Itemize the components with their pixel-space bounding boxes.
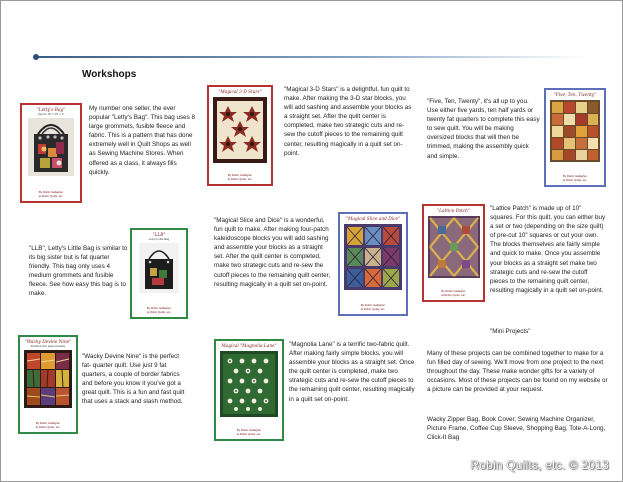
desc-five-ten-twenty: "Five, Ten, Twenty", it's all up to you. Use either five yards, ten half yards or twenty fat quarters to complete this easy to sew quilt. You will be making oversized blocks that will then be trimmed, making the assembly quick and simple. <box>427 98 540 160</box>
desc-llb: "LLB", Letty's Little Bag is similar to its big sister but is fat quarter friendly. This bag only uses 4 medium grommets and fusible fleece. See how easy this bag is to make. <box>29 245 128 298</box>
mini-projects-body: Many of these projects can be combined together to make for a fun filled day of sewing. We'll move from one project to the next throughout the day. These make wonder gifts for a variety of occasions. Most of these projects can be found on my website or a picture can be provided at your request. <box>427 350 608 394</box>
card-llb <box>130 228 188 319</box>
lattice-quilt-photo-icon <box>428 216 480 278</box>
card-title: "Letty's Bag" <box>36 108 66 113</box>
card-subtitle: Finished size approximately <box>30 344 66 348</box>
card-five-ten-twenty <box>544 88 606 187</box>
star-quilt-photo-icon <box>213 97 267 163</box>
card-footer: By Robin Gallagher at Robin Quilts, etc. <box>441 289 466 297</box>
card-magnolia-lane <box>214 339 284 441</box>
patchwork-quilt-photo-icon <box>550 100 600 162</box>
card-title: "Magical 3-D Stars" <box>218 90 262 95</box>
card-footer: By Robin Gallagher at Robin Quilts, etc. <box>35 421 61 429</box>
card-footer: By Robin Gallagher at Robin Quilts, etc. <box>360 303 386 311</box>
card-title: "Lattice Patch" <box>437 209 470 214</box>
bag-photo-icon <box>28 118 74 176</box>
small-bag-photo-icon <box>139 243 179 293</box>
header-rule-dot <box>33 54 39 60</box>
mini-projects-heading: "Mini Projects" <box>490 328 531 335</box>
magnolia-quilt-photo-icon <box>220 351 278 417</box>
card-title: "Magical Slice and Dice" <box>346 217 400 222</box>
card-footer: By Robin Gallagher at Robin Quilts, etc. <box>38 190 64 198</box>
card-lattice-patch <box>422 204 485 302</box>
kaleidoscope-quilt-photo-icon <box>344 224 402 290</box>
card-footer: By Robin Gallagher at Robin Quilts, etc. <box>227 173 253 181</box>
card-magical-3d-stars <box>207 85 273 186</box>
mini-projects-list: Wacky Zipper Bag, Book Cover, Sewing Machine Organizer, Picture Frame, Coffee Cup Sleeve, Shopping Bag, Tote-A-Long, Click-It Bag <box>427 416 606 442</box>
desc-wacky-devine-nine: "Wacky Devine Nine" is the perfect fat- quarter quilt. Use just 9 fat quarters, a couple of border fabrics and before you know it you've got a great quilt. This is a fun and fast quilt that uses a stack and slash method. <box>82 353 185 406</box>
card-subtitle: Approx 16" x 16" x 4" <box>37 112 65 116</box>
desc-magnolia-lane: "Magnolia Lane" is a terrific two-fabric quilt. After making fairly simple blocks, you will assemble your blocks as a straight set. Once the quilt center is completed, make two strategic cuts and re-sew the cutoff pieces to the remaining quilt center, resulting magically in a quilt set on-point. <box>289 341 415 403</box>
card-title: "Wacky Devine Nine" <box>24 340 72 345</box>
card-footer: By Robin Gallagher at Robin Quilts, etc. <box>236 428 262 436</box>
quilt-photo-icon <box>24 350 72 408</box>
header-rule <box>36 56 586 58</box>
card-subtitle: Letty's Little Bag <box>148 237 170 241</box>
card-title: "Five, Ten, Twenty" <box>553 93 597 98</box>
card-magical-slice-and-dice <box>338 212 408 316</box>
desc-magical-3d-stars: "Magical 3-D Stars" is a delightful, fun quilt to make. After making the 3-D star blocks, you will add sashing and assemble your blocks as a straight set. After the quilt center is completed, make two strategic cuts and re-sew the cutoff pieces to the remaining quilt center, resulting magically in a quilt set on-point. <box>284 86 412 157</box>
card-title: Magical "Magnolia Lane" <box>221 344 277 349</box>
card-title: "LLB" <box>152 233 166 238</box>
card-footer: By Robin Gallagher at Robin Quilts, etc. <box>146 306 172 314</box>
copyright-watermark: Robin Quilts, etc. © 2013 <box>470 458 609 472</box>
desc-lettys-bag: My number one seller, the ever popular "Letty's Bag". This bag uses 8 large grommets, fusible fleece and fabric. This is a pattern that has done extremely well in Quilt Shops as well as Sewing Machine Stores. When offered as a class, it always fills quickly. <box>89 105 196 176</box>
desc-magical-slice-and-dice: "Magical Slice and Dice" is a wonderful, fun quilt to make. After making four-patch kaleidoscope blocks you will add sashing and assemble your blocks as a straight set. After the quilt center is completed, make two strategic cuts and re-sew the cutoff pieces to the remaining quilt center, resulting magically in a quilt set on-point. <box>214 217 331 288</box>
card-footer: By Robin Gallagher at Robin Quilts, etc. <box>562 174 588 182</box>
desc-lattice-patch: "Lattice Patch" is made up of 10" squares. For this quilt, you can either buy a set or two (depending on the size quilt) of pre-cut 10" squares or cut your own. The blocks themselves are fairly simple and quick to make. Once you assemble your blocks as a straight set make two strategic cuts and re-sew the cutoff pieces to the remaining quilt center, resulting magically in a quilt set on-point. <box>490 205 606 294</box>
card-lettys-bag <box>20 103 82 203</box>
card-wacky-devine-nine <box>18 335 78 434</box>
page-title: Workshops <box>82 69 137 80</box>
